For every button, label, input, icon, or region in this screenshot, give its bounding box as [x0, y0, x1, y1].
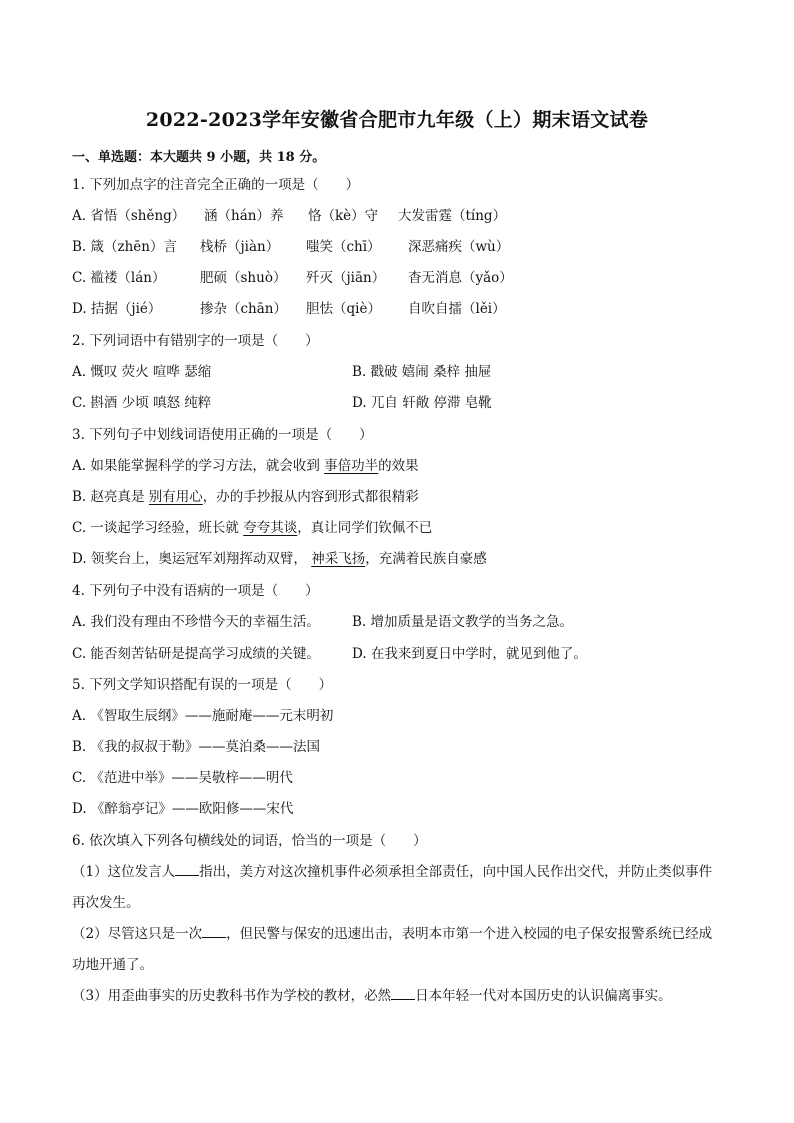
fill-blank	[175, 863, 199, 876]
option-d-item-3: 胆怯（qiè）	[306, 301, 381, 317]
question-1-option-c	[72, 269, 513, 287]
option-c-item-4: 杳无消息（yǎo）	[408, 270, 513, 286]
option-text: A. 如果能掌握科学的学习方法，就会收到	[72, 458, 325, 474]
question-5-option-b: B. 《我的叔叔于勒》——莫泊桑——法国	[72, 739, 321, 755]
fill-blank	[391, 987, 415, 1000]
question-3-option-c	[72, 519, 432, 537]
question-5-option-d: D. 《醉翁亭记》——欧阳修——宋代	[72, 801, 294, 817]
question-2-option-a: A. 慨叹 荧火 喧哗 瑟缩	[72, 364, 212, 380]
question-4-row-1	[72, 613, 573, 631]
option-b-item-3: 嗤笑（chī）	[306, 239, 381, 255]
question-6-sentence-3	[72, 981, 722, 1012]
question-2-row-2	[72, 394, 492, 412]
option-d-item-4: 自吹自擂（lěi）	[408, 301, 506, 317]
option-c-item-3: 歼灭（jiān）	[306, 270, 386, 286]
question-2-stem: 2. 下列词语中有错别字的一项是（ ）	[72, 333, 319, 349]
question-4-row-2	[72, 645, 587, 663]
question-3-option-d	[72, 550, 487, 568]
option-text: D. 领奖台上，奥运冠军刘翔挥动双臂，	[72, 551, 312, 567]
question-1-option-a	[72, 207, 506, 225]
question-1-stem: 1. 下列加点字的注音完全正确的一项是（ ）	[72, 177, 360, 193]
question-2-option-b: B. 戳破 嬉闹 桑梓 抽屉	[352, 364, 492, 380]
sentence-text: 日本年轻一代对本国历史的认识偏离事实。	[415, 988, 672, 1004]
option-text: 的效果	[378, 458, 419, 474]
question-6-sentence-1	[72, 857, 722, 919]
option-d-item-2: 掺杂（chān）	[200, 301, 287, 317]
question-6-stem: 6. 依次填入下列各句横线处的词语，恰当的一项是（ ）	[72, 833, 427, 849]
question-6-sentence-2	[72, 919, 722, 981]
question-2-option-c: C. 斟酒 少顷 嗔怒 纯粹	[72, 395, 212, 411]
option-a-item-4: 大发雷霆（tíng）	[398, 208, 507, 224]
option-text: B. 赵亮真是	[72, 489, 149, 505]
question-3-option-a	[72, 457, 419, 475]
question-4-option-a: A. 我们没有理由不珍惜今天的幸福生活。	[72, 614, 320, 630]
option-text: ，真让同学们钦佩不已	[297, 520, 433, 536]
question-2-row-1	[72, 363, 491, 381]
sentence-text: 指出，美方对这次撞机事件必须承担全部责任，向中国人民作出交代，并防止类似事件再次发生。	[72, 864, 713, 911]
question-4-option-d: D. 在我来到夏日中学时，就见到他了。	[352, 646, 587, 662]
sentence-text: （3）用歪曲事实的历史教科书作为学校的教材，必然	[72, 988, 392, 1004]
question-1-option-b	[72, 238, 509, 256]
question-1-option-d	[72, 300, 506, 318]
sentence-text: ，但民警与保安的迅速出击，表明本市第一个进入校园的电子保安报警系统已经成功地开通了。	[72, 926, 713, 973]
option-text: ，办的手抄报从内容到形式都很精彩	[202, 489, 419, 505]
underlined-phrase: 神采飞扬	[311, 551, 366, 567]
underlined-phrase: 事倍功半	[324, 458, 379, 474]
question-4-option-c: C. 能否刻苦钻研是提高学习成绩的关键。	[72, 646, 320, 662]
option-text: ，充满着民族自豪感	[365, 551, 487, 567]
sentence-text: （2）尽管这只是一次	[72, 926, 203, 942]
option-b-item-2: 栈桥（jiàn）	[200, 239, 280, 255]
option-d-item-1: D. 拮据（jié）	[72, 301, 162, 317]
option-b-item-4: 深恶痛疾（wù）	[408, 239, 510, 255]
section-heading: 一、单选题：本大题共 9 小题，共 18 分。	[72, 150, 326, 165]
question-5-option-c: C. 《范进中举》——吴敬梓——明代	[72, 770, 293, 786]
question-3-stem: 3. 下列句子中划线词语使用正确的一项是（ ）	[72, 427, 373, 443]
option-a-item-1: A. 省悟（shěng）	[72, 208, 186, 224]
question-3-option-b	[72, 488, 419, 506]
question-4-option-b: B. 增加质量是语文教学的当务之急。	[352, 614, 574, 630]
page-title: 2022-2023学年安徽省合肥市九年级（上）期末语文试卷	[145, 109, 649, 131]
question-4-stem: 4. 下列句子中没有语病的一项是（ ）	[72, 583, 319, 599]
option-a-item-2: 涵（hán）养	[204, 208, 284, 224]
option-a-item-3: 恪（kè）守	[308, 208, 379, 224]
option-b-item-1: B. 箴（zhēn）言	[72, 239, 177, 255]
fill-blank	[202, 925, 226, 938]
option-c-item-1: C. 褴褛（lán）	[72, 270, 166, 286]
option-c-item-2: 肥硕（shuò）	[200, 270, 287, 286]
question-2-option-d: D. 兀自 轩敞 停滞 皂靴	[352, 395, 492, 411]
option-text: C. 一谈起学习经验，班长就	[72, 520, 244, 536]
sentence-text: （1）这位发言人	[72, 864, 176, 880]
question-5-stem: 5. 下列文学知识搭配有误的一项是（ ）	[72, 677, 333, 693]
question-5-option-a: A. 《智取生辰纲》——施耐庵——元末明初	[72, 708, 334, 724]
underlined-phrase: 别有用心	[148, 489, 203, 505]
underlined-phrase: 夸夸其谈	[243, 520, 298, 536]
